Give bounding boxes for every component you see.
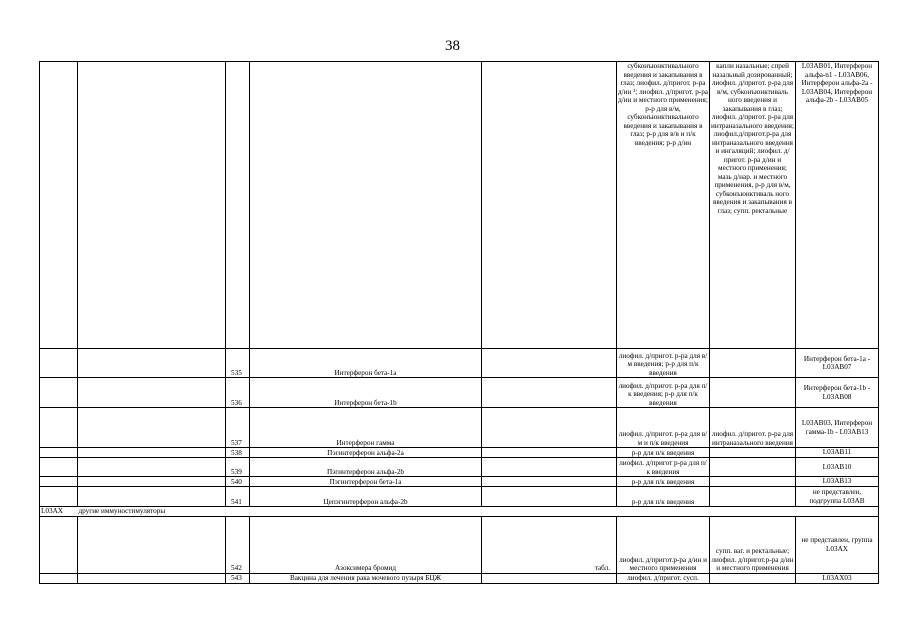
table-row xyxy=(40,378,879,408)
form-release-alt-cell xyxy=(710,477,796,487)
atc-code-cell xyxy=(40,448,78,458)
atc-reference-cell: L03AB03, Интерферон гамма-1b - L03AB13 xyxy=(796,408,879,448)
group-row xyxy=(40,507,879,517)
atc-code-cell xyxy=(40,573,78,583)
row-number-cell: 537 xyxy=(226,408,250,448)
atc-code-cell xyxy=(40,458,78,477)
atc-reference-cell: Интерферон бета-1а - L03AB07 xyxy=(796,349,879,378)
drug-name-cell: Пэгинтерферон бета-1а xyxy=(250,477,482,487)
dosage-form-cell: табл. xyxy=(482,516,617,573)
atc-code-cell xyxy=(40,408,78,448)
row-number-cell: 543 xyxy=(226,573,250,583)
table-row xyxy=(40,448,879,458)
drug-name-cell: Интерферон бета-1b xyxy=(250,378,482,408)
atc-code-cell xyxy=(40,378,78,408)
atc-reference-cell: L03AB13 xyxy=(796,477,879,487)
atc-reference-cell: L03AX03 xyxy=(796,573,879,583)
form-release-cell: лиофил. д/пригот.р-ра д/ин и местного применения xyxy=(617,516,710,573)
dosage-form-cell xyxy=(482,573,617,583)
dosage-form-cell xyxy=(482,458,617,477)
table-row xyxy=(40,62,879,349)
row-number-cell: 539 xyxy=(226,458,250,477)
form-release-cell: лиофил. д/пригот р-ра для п/к введения xyxy=(617,458,710,477)
dosage-form-cell xyxy=(482,487,617,507)
atc-code-cell xyxy=(40,477,78,487)
drug-name-cell: Цепэгинтерферон альфа-2b xyxy=(250,487,482,507)
drug-name-cell: Пэгинтерферон альфа-2b xyxy=(250,458,482,477)
table-body xyxy=(40,62,879,584)
form-release-alt-cell xyxy=(710,349,796,378)
atc-code-cell xyxy=(40,487,78,507)
table-row xyxy=(40,573,879,583)
group-cell xyxy=(78,477,226,487)
atc-code-cell xyxy=(40,516,78,573)
dosage-form-cell xyxy=(482,408,617,448)
form-release-cell: лиофил. д/пригот. р-ра для п/к введения; р-р для п/к введения xyxy=(617,378,710,408)
atc-reference-cell: L03AB10 xyxy=(796,458,879,477)
form-release-cell: р-р для п/к введения xyxy=(617,487,710,507)
table-row xyxy=(40,477,879,487)
dosage-form-cell xyxy=(482,349,617,378)
form-release-cell: субконъюнктивального введения и закапывания в глаз; лиофил. д/пригот. р-ра д/ин ¹; лиофил. д/пригот. р-ра д/ин и местного применения; р-р для в/м, субконъюнктивального введения и закапывания в глаз; р-р для в/в и п/к введения; р-р д/ин xyxy=(617,62,710,349)
dosage-form-cell xyxy=(482,62,617,349)
form-release-cell: лиофил. д/пригот. р-ра для в/м и п/к введения xyxy=(617,408,710,448)
group-cell xyxy=(78,378,226,408)
group-cell xyxy=(78,408,226,448)
page-number: 38 xyxy=(445,38,460,54)
form-release-alt-cell xyxy=(710,448,796,458)
row-number-cell: 541 xyxy=(226,487,250,507)
form-release-cell: р-р для п/к введения xyxy=(617,448,710,458)
atc-group-name: другие иммуностимуляторы xyxy=(78,507,879,517)
group-cell xyxy=(78,458,226,477)
atc-code-cell xyxy=(40,349,78,378)
group-cell xyxy=(78,487,226,507)
dosage-form-cell xyxy=(482,477,617,487)
group-cell xyxy=(78,62,226,349)
form-release-cell: р-р для п/к введения xyxy=(617,477,710,487)
drug-name-cell: Интерферон гамма xyxy=(250,408,482,448)
atc-group-code: L03AX xyxy=(40,507,78,517)
drug-table xyxy=(39,61,879,584)
row-number-cell: 542 xyxy=(226,516,250,573)
group-cell xyxy=(78,516,226,573)
row-number-cell: 535 xyxy=(226,349,250,378)
atc-reference-cell: не представлен, группа L03AX xyxy=(796,516,879,573)
atc-reference-cell: L03AB11 xyxy=(796,448,879,458)
atc-code-cell xyxy=(40,62,78,349)
drug-name-cell xyxy=(250,62,482,349)
row-number-cell: 536 xyxy=(226,378,250,408)
row-number-cell xyxy=(226,62,250,349)
form-release-alt-cell xyxy=(710,573,796,583)
form-release-alt-cell xyxy=(710,487,796,507)
form-release-cell: лиофил. д/пригот. р-ра для в/м введения; р-р для п/к введения xyxy=(617,349,710,378)
group-cell xyxy=(78,349,226,378)
atc-reference-cell: Интерферон бета-1b - L03AB08 xyxy=(796,378,879,408)
table-row xyxy=(40,458,879,477)
dosage-form-cell xyxy=(482,448,617,458)
drug-name-cell: Пэгинтерферон альфа-2а xyxy=(250,448,482,458)
atc-reference-cell: L03AB01, Интерферон альфа-n1 - L03AB06, Интерферон альфа-2a - L03AB04, Интерферон альфа-2b - L03AB05 xyxy=(796,62,879,349)
row-number-cell: 538 xyxy=(226,448,250,458)
table-row xyxy=(40,487,879,507)
form-release-alt-cell xyxy=(710,458,796,477)
drug-name-cell: Вакцина для лечения рака мочевого пузыря БЦЖ xyxy=(250,573,482,583)
form-release-alt-cell: лиофил. д/пригот. р-ра для интраназального введения xyxy=(710,408,796,448)
group-cell xyxy=(78,448,226,458)
drug-name-cell: Азоксимера бромид xyxy=(250,516,482,573)
atc-reference-cell: не представлен, подгруппа L03AB xyxy=(796,487,879,507)
table-row xyxy=(40,408,879,448)
table-row xyxy=(40,516,879,573)
table-row xyxy=(40,349,879,378)
row-number-cell: 540 xyxy=(226,477,250,487)
form-release-cell: лиофил. д/пригот. сусп. xyxy=(617,573,710,583)
form-release-alt-cell: супп. ваг. и ректальные; лиофил. д/пригот.р-ра д/ин и местного применения xyxy=(710,516,796,573)
form-release-alt-cell xyxy=(710,378,796,408)
drug-name-cell: Интерферон бета-1а xyxy=(250,349,482,378)
dosage-form-cell xyxy=(482,378,617,408)
group-cell xyxy=(78,573,226,583)
form-release-alt-cell: капли назальные; спрей назальный дозированный; лиофил. д/пригот. р-ра для в/м, субконъюнктиваль ного введения и закапывания в глаз; лиофил. д/пригот. р-ра для интраназального введения; лиофил.д/пригот.р-ра для интраназального введения и ингаляций; лиофил. д/пригот. р-ра д/ин и местного применения; мазь д/нар. и местного применения, р-р для в/м, субконъюнктиваль ного введения и закапывания в глаз; супп. ректальные xyxy=(710,62,796,349)
